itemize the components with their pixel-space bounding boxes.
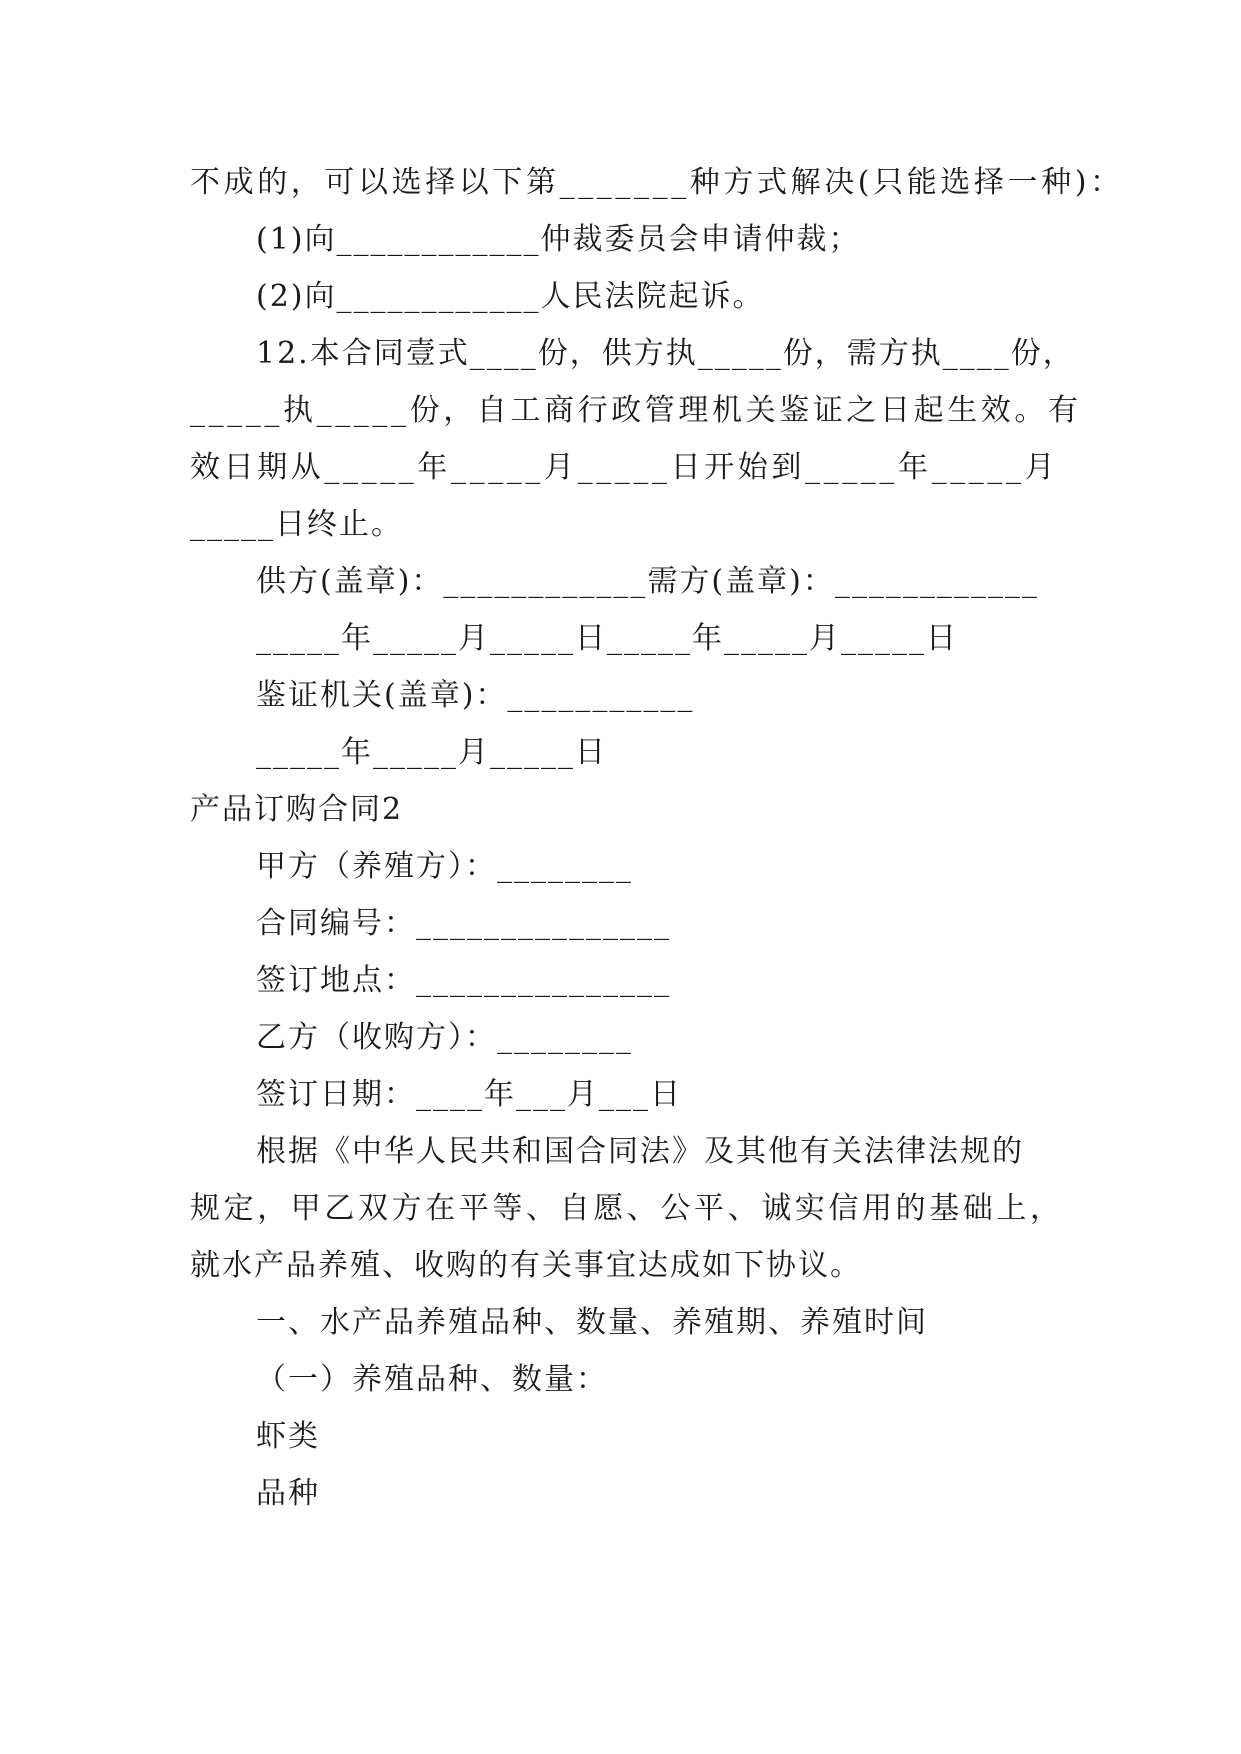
text-line-15: 签订地点：_______________ xyxy=(256,963,671,998)
text-line-7: _____日终止。 xyxy=(190,507,403,542)
text-line-23: 虾类 xyxy=(256,1419,320,1454)
text-line-16: 乙方（收购方）：________ xyxy=(256,1020,633,1055)
text-line-11: _____年_____月_____日 xyxy=(256,735,607,770)
text-line-4: 12.本合同壹式____份，供方执_____份，需方执____份， xyxy=(256,336,1075,371)
text-line-20: 就水产品养殖、收购的有关事宜达成如下协议。 xyxy=(190,1248,862,1283)
text-line-22: （一）养殖品种、数量： xyxy=(256,1362,608,1397)
text-line-6: 效日期从_____年_____月_____日开始到_____年_____月 xyxy=(190,450,1059,485)
text-line-13: 甲方（养殖方）：________ xyxy=(256,849,633,884)
text-line-10: 鉴证机关(盖章)：___________ xyxy=(256,678,695,713)
text-line-2: (1)向____________仲裁委员会申请仲裁； xyxy=(256,222,861,257)
text-line-19: 规定，甲乙双方在平等、自愿、公平、诚实信用的基础上， xyxy=(190,1191,1064,1226)
text-line-21: 一、水产品养殖品种、数量、养殖期、养殖时间 xyxy=(256,1305,928,1340)
text-line-3: (2)向____________人民法院起诉。 xyxy=(256,279,765,314)
text-line-14: 合同编号：_______________ xyxy=(256,906,671,941)
text-line-24: 品种 xyxy=(256,1476,320,1511)
text-line-9: _____年_____月_____日_____年_____月_____日 xyxy=(256,621,958,656)
text-line-17: 签订日期：____年___月___日 xyxy=(256,1077,682,1112)
text-line-8: 供方(盖章)：____________需方(盖章)：____________ xyxy=(256,564,1039,599)
text-line-5: _____执_____份，自工商行政管理机关鉴证之日起生效。有 xyxy=(190,393,1082,428)
text-line-1: 不成的，可以选择以下第_______种方式解决(只能选择一种)： xyxy=(190,165,1124,200)
text-line-18: 根据《中华人民共和国合同法》及其他有关法律法规的 xyxy=(256,1134,1024,1169)
section-title: 产品订购合同2 xyxy=(190,792,404,827)
